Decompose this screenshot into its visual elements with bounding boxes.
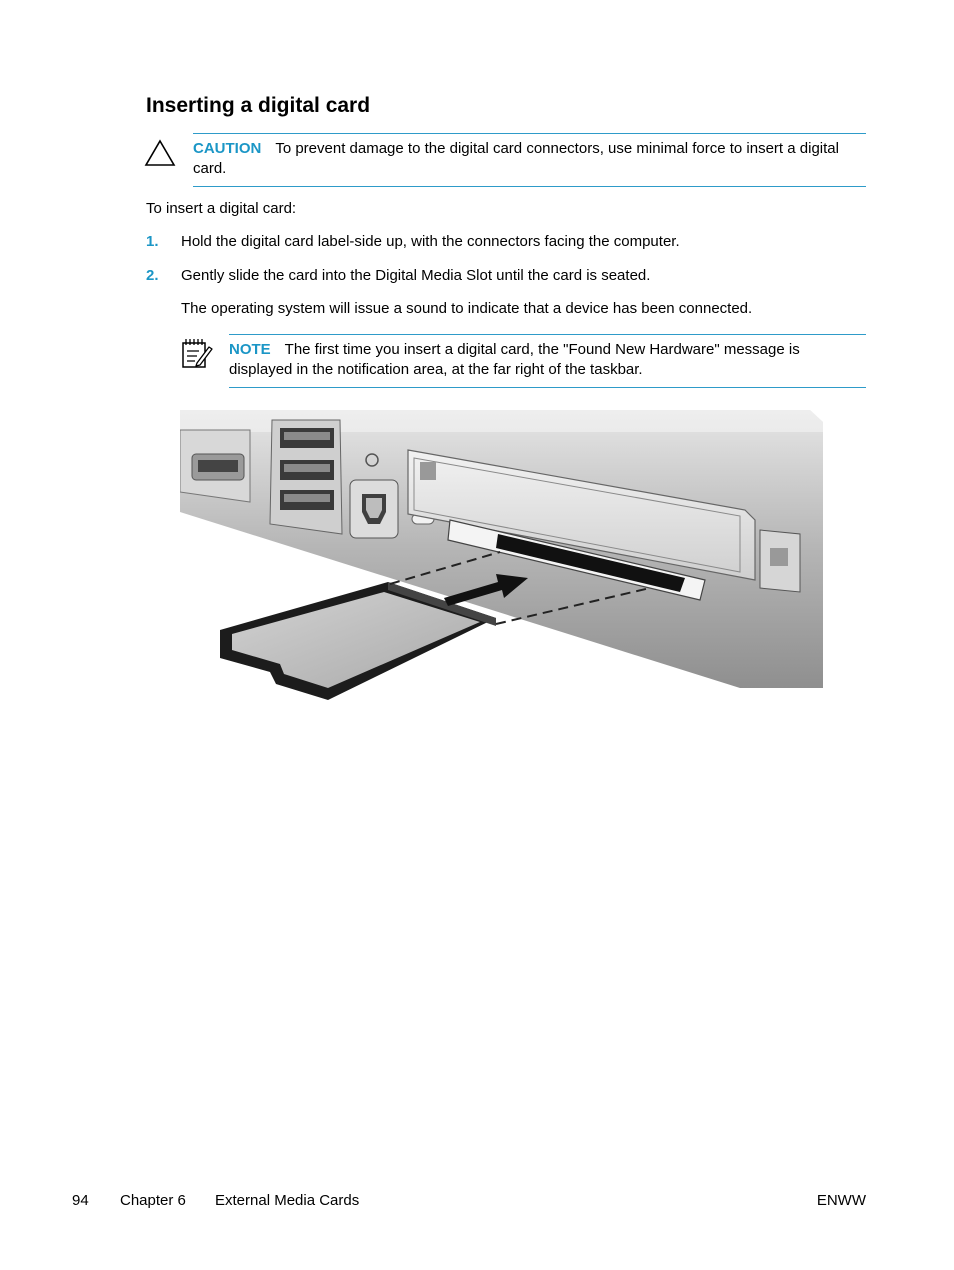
page-footer [72, 1190, 866, 1212]
page-title: Inserting a digital card [146, 94, 371, 117]
note-text: The first time you insert a digital card, the "Found New Hardware" message is displayed in the notification area, at the far right of the taskbar. [229, 341, 800, 378]
intro-text: To insert a digital card: [146, 200, 297, 217]
result-text: The operating system will issue a sound to indicate that a device has been connected. [181, 300, 753, 317]
caution-label: CAUTION [193, 140, 262, 157]
caution-text: To prevent damage to the digital card connectors, use minimal force to insert a digital card. [193, 140, 839, 177]
chapter-label: Chapter 6 [120, 1192, 186, 1209]
page-number: 94 [72, 1192, 89, 1209]
step-text: Hold the digital card label-side up, with the connectors facing the computer. [181, 233, 680, 250]
step-number: 2. [146, 267, 159, 284]
note-label: NOTE [229, 341, 271, 358]
note-callout [229, 334, 866, 388]
step-text: Gently slide the card into the Digital Media Slot until the card is seated. [181, 267, 651, 284]
warning-triangle-icon [144, 139, 176, 167]
caution-callout [193, 133, 866, 187]
step-number: 1. [146, 233, 159, 250]
note-pad-icon [180, 336, 214, 370]
document-code: ENWW [816, 1192, 866, 1209]
chapter-title: External Media Cards [215, 1192, 360, 1209]
digital-card-insertion-illustration [180, 402, 823, 702]
